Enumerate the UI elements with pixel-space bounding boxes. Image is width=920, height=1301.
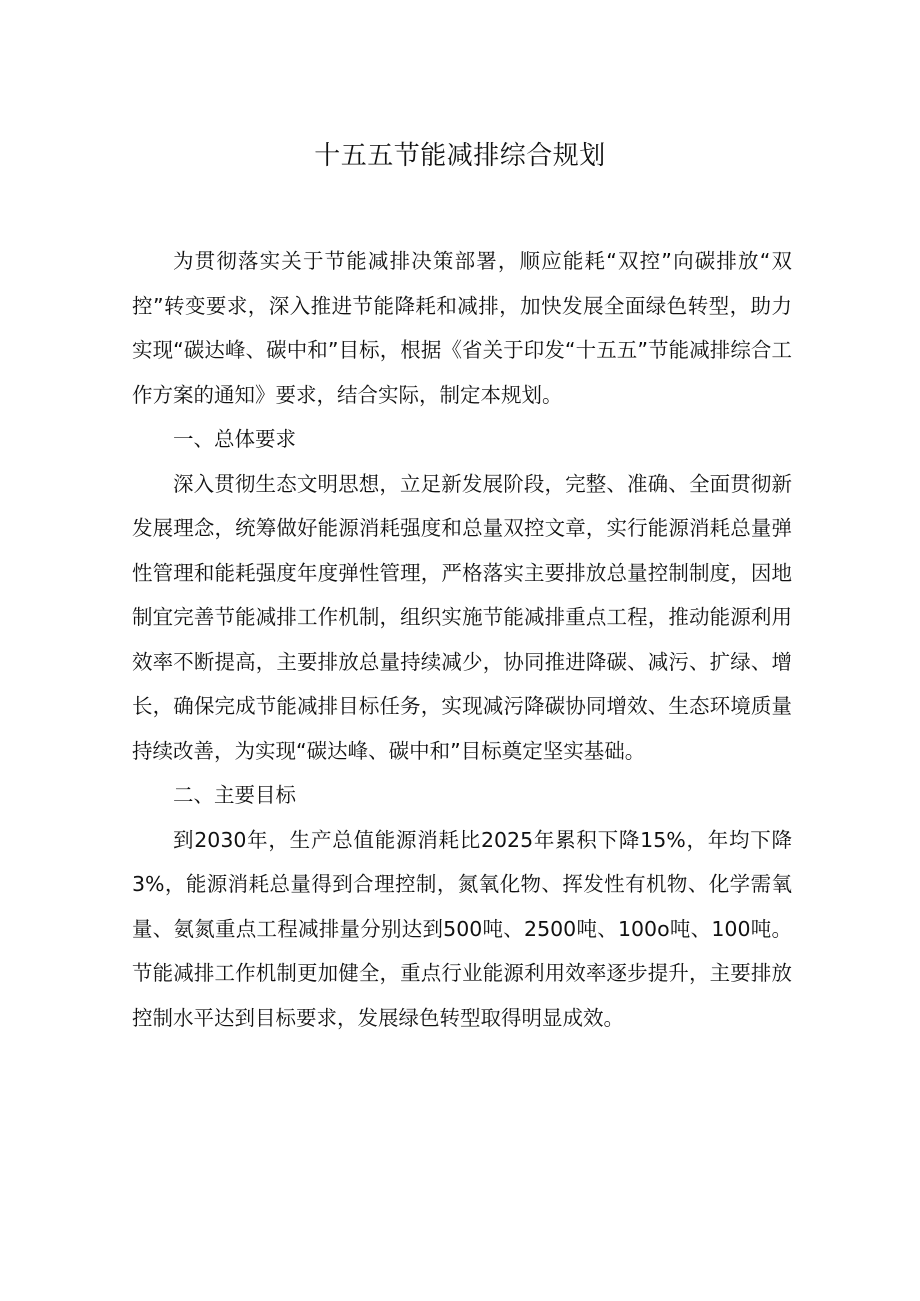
paragraph-intro: 为贯彻落实关于节能减排决策部署，顺应能耗“双控”向碳排放“双控”转变要求，深入推进节能降耗和减排，加快发展全面绿色转型，助力实现“碳达峰、碳中和”目标，根据《省关于印发“十五五”节能减排综合工作方案的通知》要求，结合实际，制定本规划。 (132, 249, 792, 407)
paragraph-main-targets: 到2030年，生产总值能源消耗比2025年累积下降15%，年均下降3%，能源消耗总量得到合理控制，氮氧化物、挥发性有机物、化学需氧量、氨氮重点工程减排量分别达到500吨、2500吨、100o吨、100吨。节能减排工作机制更加健全，重点行业能源利用效率逐步提升，主要排放控制水平达到目标要求，发展绿色转型取得明显成效。 (132, 827, 792, 1030)
section-heading-overall-requirements: 一、总体要求 (173, 427, 296, 451)
document-body (132, 239, 792, 1040)
document-title: 十五五节能减排综合规划 (314, 141, 606, 171)
section-heading-main-targets: 二、主要目标 (173, 783, 296, 807)
paragraph-overall-requirements: 深入贯彻生态文明思想，立足新发展阶段，完整、准确、全面贯彻新发展理念，统筹做好能源消耗强度和总量双控文章，实行能源消耗总量弹性管理和能耗强度年度弹性管理，严格落实主要排放总量控制制度，因地制宜完善节能减排工作机制，组织实施节能减排重点工程，推动能源利用效率不断提高，主要排放总量持续减少，协同推进降碳、减污、扩绿、增长，确保完成节能减排目标任务，实现减污降碳协同增效、生态环境质量持续改善，为实现“碳达峰、碳中和”目标奠定坚实基础。 (132, 471, 792, 763)
